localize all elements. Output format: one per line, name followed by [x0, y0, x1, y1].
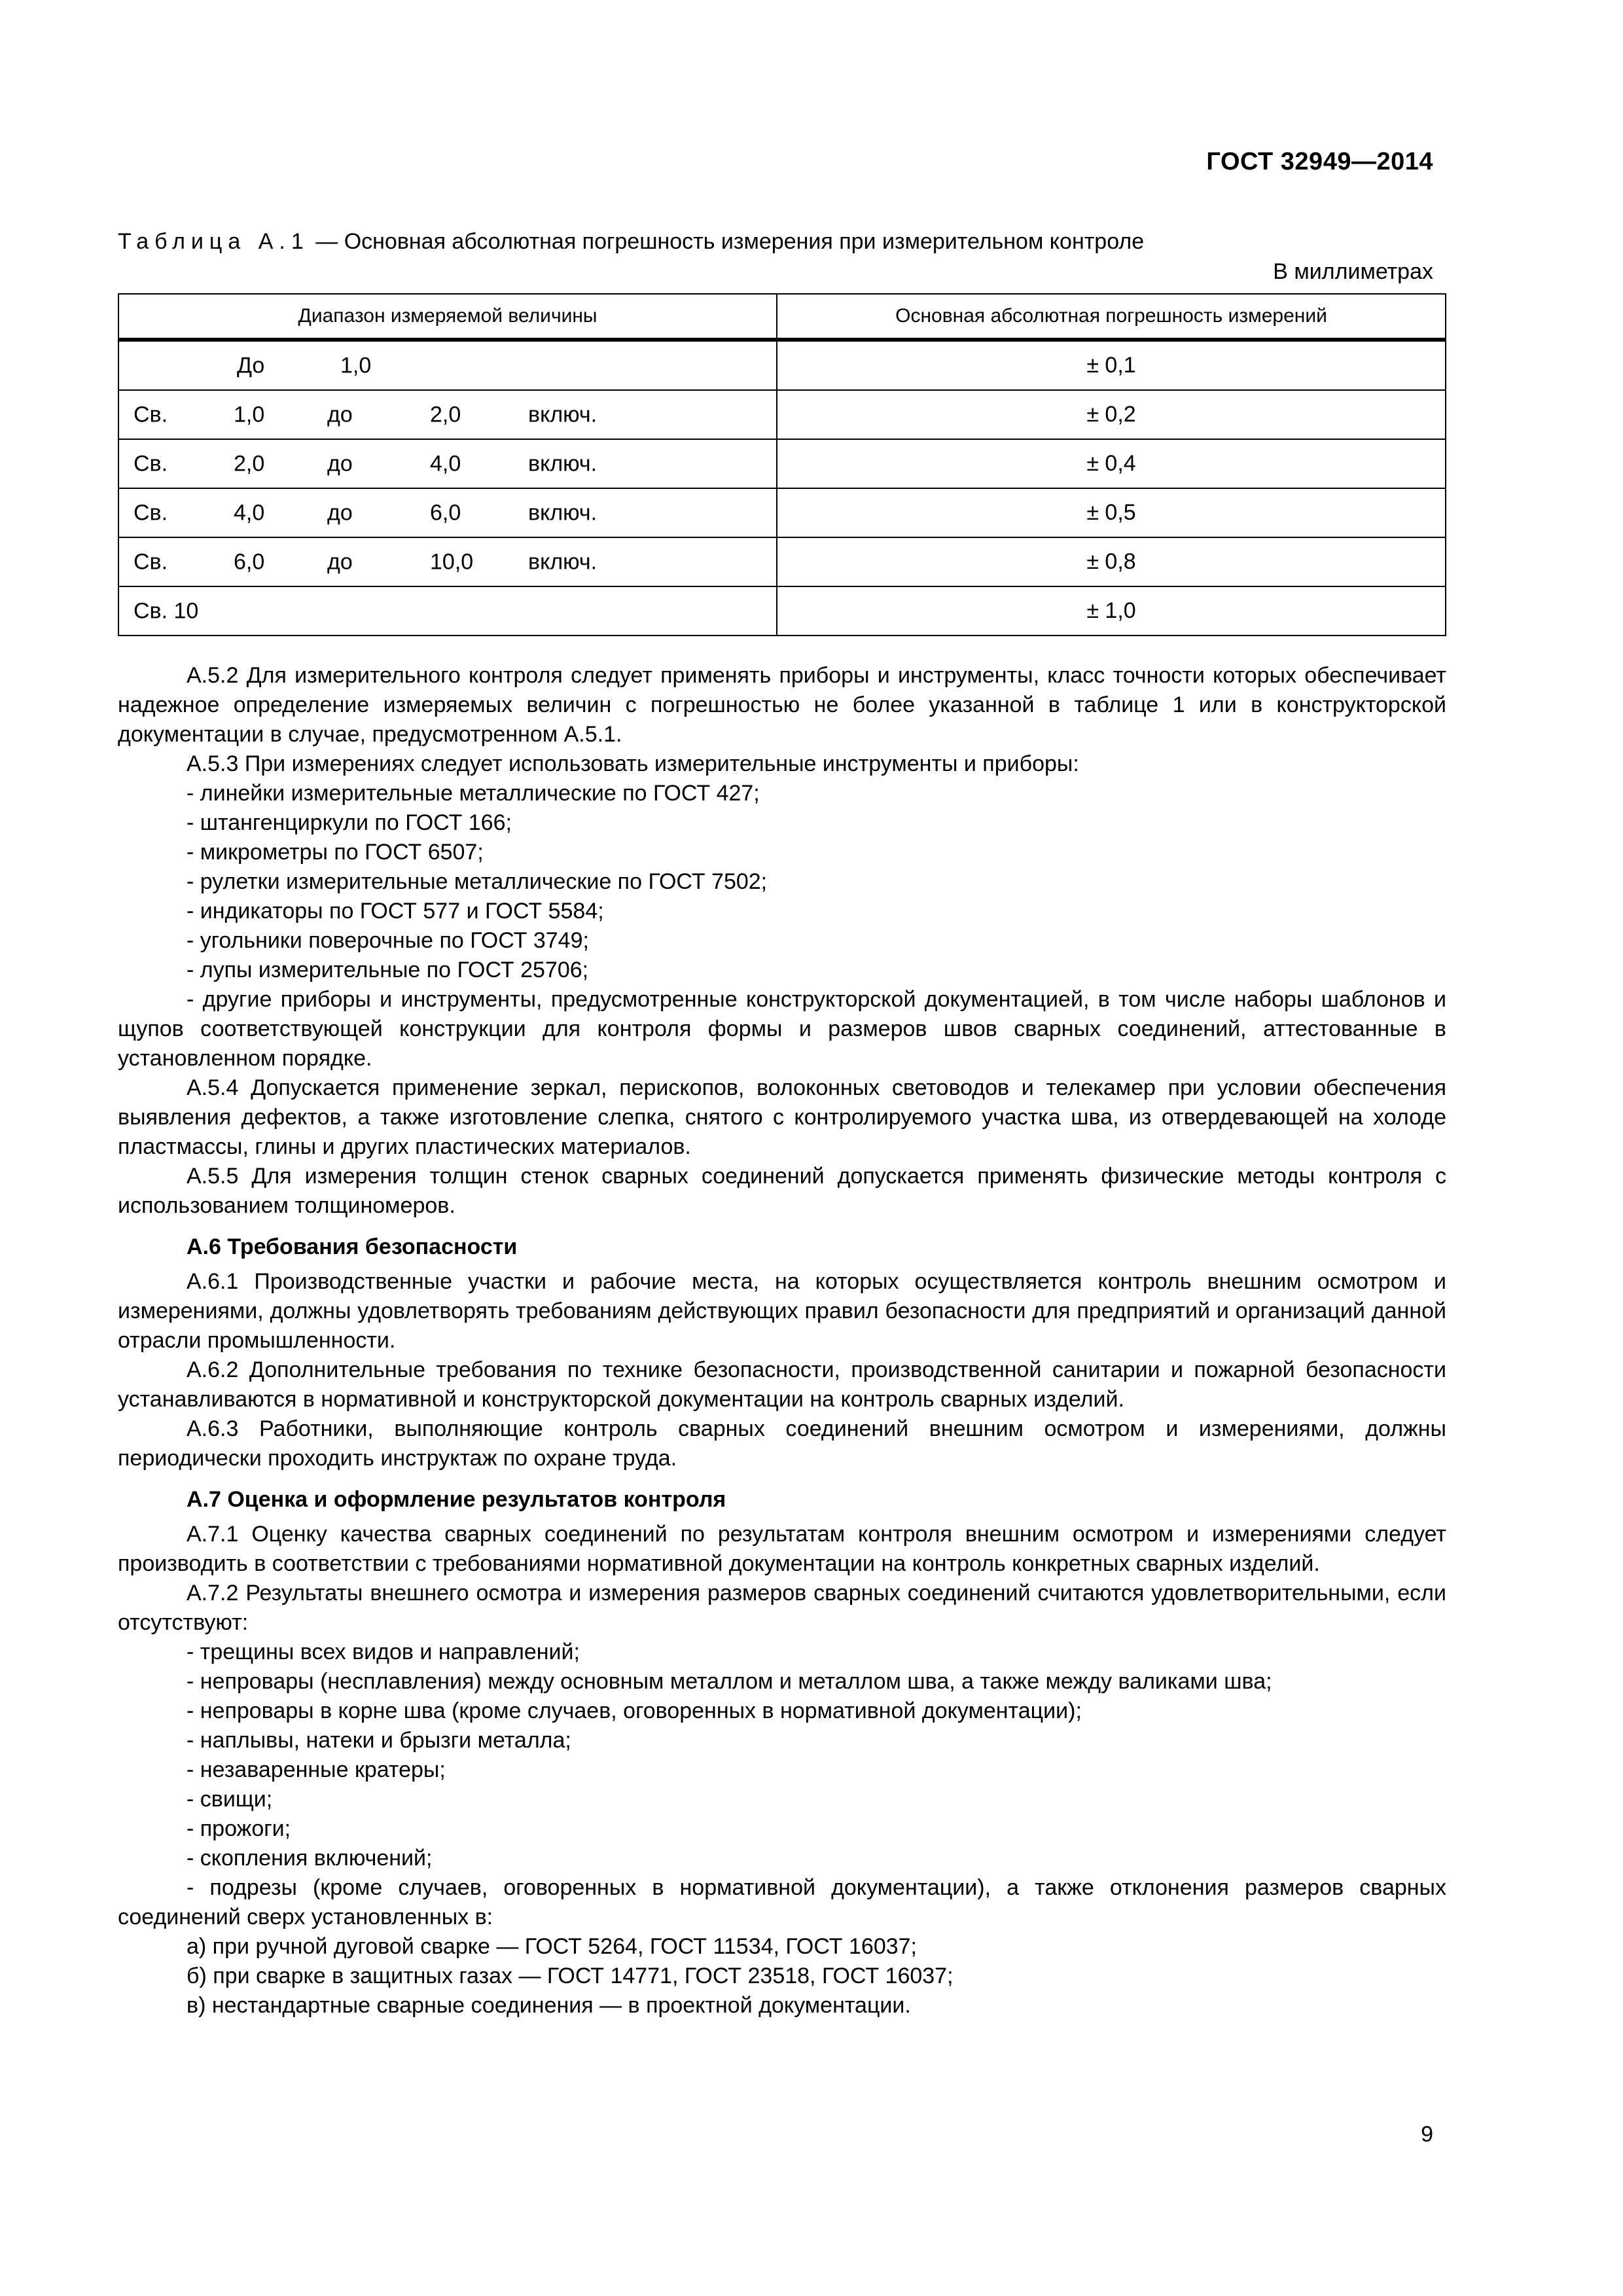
table-row — [118, 439, 1446, 488]
range-prefix: Св. — [134, 402, 168, 427]
list-item: б) при сварке в защитных газах — ГОСТ 14771, ГОСТ 23518, ГОСТ 16037; — [187, 1964, 954, 1988]
range-from: 4,0 — [234, 500, 265, 525]
paragraph-a55: А.5.5 Для измерения толщин стенок сварных соединений допускается применять физические методы контроля с использованием толщиномеров. — [118, 1164, 1446, 1218]
table-caption-text: — Основная абсолютная погрешность измерения при измерительном контроле — [309, 229, 1145, 254]
paragraph-a53: А.5.3 При измерениях следует использовать измерительные инструменты и приборы: — [187, 751, 1079, 776]
range-inclusive: включ. — [528, 500, 597, 525]
page-number: 9 — [1421, 2122, 1433, 2147]
range-prefix: Св. — [134, 451, 168, 476]
range-to: 6,0 — [430, 500, 461, 525]
table-units: В миллиметрах — [1273, 259, 1433, 284]
column-header-error: Основная абсолютная погрешность измерений — [777, 294, 1446, 340]
list-item: - другие приборы и инструменты, предусмотренные конструкторской документацией, в том числе наборы шаблонов и щупов соответствующей конструкции для контроля формы и размеров швов сварных соединений, аттестованные в установленном порядке. — [118, 987, 1446, 1071]
range-from: 1,0 — [234, 402, 265, 427]
table-row — [118, 537, 1446, 586]
paragraph-a71: А.7.1 Оценку качества сварных соединений по результатам контроля внешним осмотром и измерениями следует производить в соответствии с требованиями нормативной документации на контроль конкретных сварных изделий. — [118, 1522, 1446, 1576]
table-header-row — [118, 294, 1446, 340]
table-caption-label: Таблица А.1 — [118, 229, 310, 254]
range-cell — [118, 537, 777, 586]
table-row — [118, 390, 1446, 439]
range-inclusive: включ. — [528, 451, 597, 476]
paragraph-a72: А.7.2 Результаты внешнего осмотра и измерения размеров сварных соединений считаются удовлетворительными, если отсутствуют: — [118, 1581, 1446, 1635]
list-item: - незаваренные кратеры; — [187, 1757, 446, 1782]
range-prefix: До — [237, 353, 265, 378]
column-header-range: Диапазон измеряемой величины — [118, 294, 777, 340]
paragraph-a52: А.5.2 Для измерительного контроля следует применять приборы и инструменты, класс точности которых обеспечивает надежное определение измеряемых величин с погрешностью не более указанной в таблице 1 или в конструкторской документации в случае, предусмотренном А.5.1. — [118, 663, 1446, 747]
section-heading-a7: А.7 Оценка и оформление результатов контроля — [187, 1487, 726, 1512]
error-cell: ± 0,5 — [777, 488, 1446, 537]
list-item: - непровары в корне шва (кроме случаев, оговоренных в нормативной документации); — [187, 1698, 1082, 1723]
list-item: - индикаторы по ГОСТ 577 и ГОСТ 5584; — [187, 899, 604, 924]
range-to: 4,0 — [430, 451, 461, 476]
range-prefix: Св. — [134, 500, 168, 525]
range-to-word: до — [327, 402, 353, 427]
table-caption — [118, 229, 1144, 255]
list-item: в) нестандартные сварные соединения — в проектной документации. — [187, 1993, 911, 2018]
list-item: - прожоги; — [187, 1816, 291, 1841]
document-code: ГОСТ 32949—2014 — [1206, 148, 1433, 175]
range-prefix: Св. — [134, 549, 168, 574]
range-to-word: до — [327, 451, 353, 476]
range-inclusive: включ. — [528, 402, 597, 427]
paragraph-a54: А.5.4 Допускается применение зеркал, перископов, волоконных световодов и телекамер при условии обеспечения выявления дефектов, а также изготовление слепка, снятого с контролируемого участка шва, из отвердевающей на холоде пластмассы, глины и других пластических материалов. — [118, 1075, 1446, 1159]
list-item: - непровары (несплавления) между основным металлом и металлом шва, а также между валиками шва; — [187, 1669, 1272, 1694]
range-cell — [118, 586, 777, 636]
list-item: - штангенциркули по ГОСТ 166; — [187, 810, 512, 835]
list-item: - угольники поверочные по ГОСТ 3749; — [187, 928, 589, 953]
paragraph-a63: А.6.3 Работники, выполняющие контроль сварных соединений внешним осмотром и измерениями, должны периодически проходить инструктаж по охране труда. — [118, 1416, 1446, 1471]
list-item: - скопления включений; — [187, 1846, 433, 1871]
list-item: а) при ручной дуговой сварке — ГОСТ 5264, ГОСТ 11534, ГОСТ 16037; — [187, 1934, 917, 1959]
range-to: 1,0 — [340, 353, 372, 378]
table-row — [118, 586, 1446, 636]
error-cell: ± 1,0 — [777, 586, 1446, 636]
range-cell — [118, 390, 777, 439]
section-heading-a6: А.6 Требования безопасности — [187, 1234, 518, 1259]
list-item: - подрезы (кроме случаев, оговоренных в нормативной документации), а также отклонения размеров сварных соединений сверх установленных в: — [118, 1875, 1446, 1929]
range-text: Св. 10 — [134, 598, 199, 623]
error-cell: ± 0,4 — [777, 439, 1446, 488]
list-item: - микрометры по ГОСТ 6507; — [187, 840, 484, 865]
range-inclusive: включ. — [528, 549, 597, 574]
list-item: - свищи; — [187, 1787, 273, 1812]
list-item: - наплывы, натеки и брызги металла; — [187, 1728, 571, 1753]
list-item: - линейки измерительные металлические по ГОСТ 427; — [187, 781, 760, 806]
measurement-error-table — [118, 293, 1446, 636]
paragraph-a62: А.6.2 Дополнительные требования по технике безопасности, производственной санитарии и пожарной безопасности устанавливаются в нормативной и конструкторской документации на контроль сварных изделий. — [118, 1357, 1446, 1412]
list-item: - рулетки измерительные металлические по ГОСТ 7502; — [187, 869, 768, 894]
table-row — [118, 488, 1446, 537]
list-item: - лупы измерительные по ГОСТ 25706; — [187, 958, 589, 982]
table-row — [118, 340, 1446, 390]
range-from: 2,0 — [234, 451, 265, 476]
range-to-word: до — [327, 500, 353, 525]
document-body — [118, 661, 1446, 2020]
range-to-word: до — [327, 549, 353, 574]
range-cell — [118, 488, 777, 537]
list-item: - трещины всех видов и направлений; — [187, 1640, 580, 1664]
paragraph-a61: А.6.1 Производственные участки и рабочие места, на которых осуществляется контроль внешним осмотром и измерениями, должны удовлетворять требованиям действующих правил безопасности для предприятий и организаций данной отрасли промышленности. — [118, 1269, 1446, 1353]
range-cell — [118, 439, 777, 488]
range-to: 10,0 — [430, 549, 474, 574]
error-cell: ± 0,2 — [777, 390, 1446, 439]
range-to: 2,0 — [430, 402, 461, 427]
error-cell: ± 0,1 — [777, 340, 1446, 390]
range-from: 6,0 — [234, 549, 265, 574]
range-cell — [118, 340, 777, 390]
error-cell: ± 0,8 — [777, 537, 1446, 586]
